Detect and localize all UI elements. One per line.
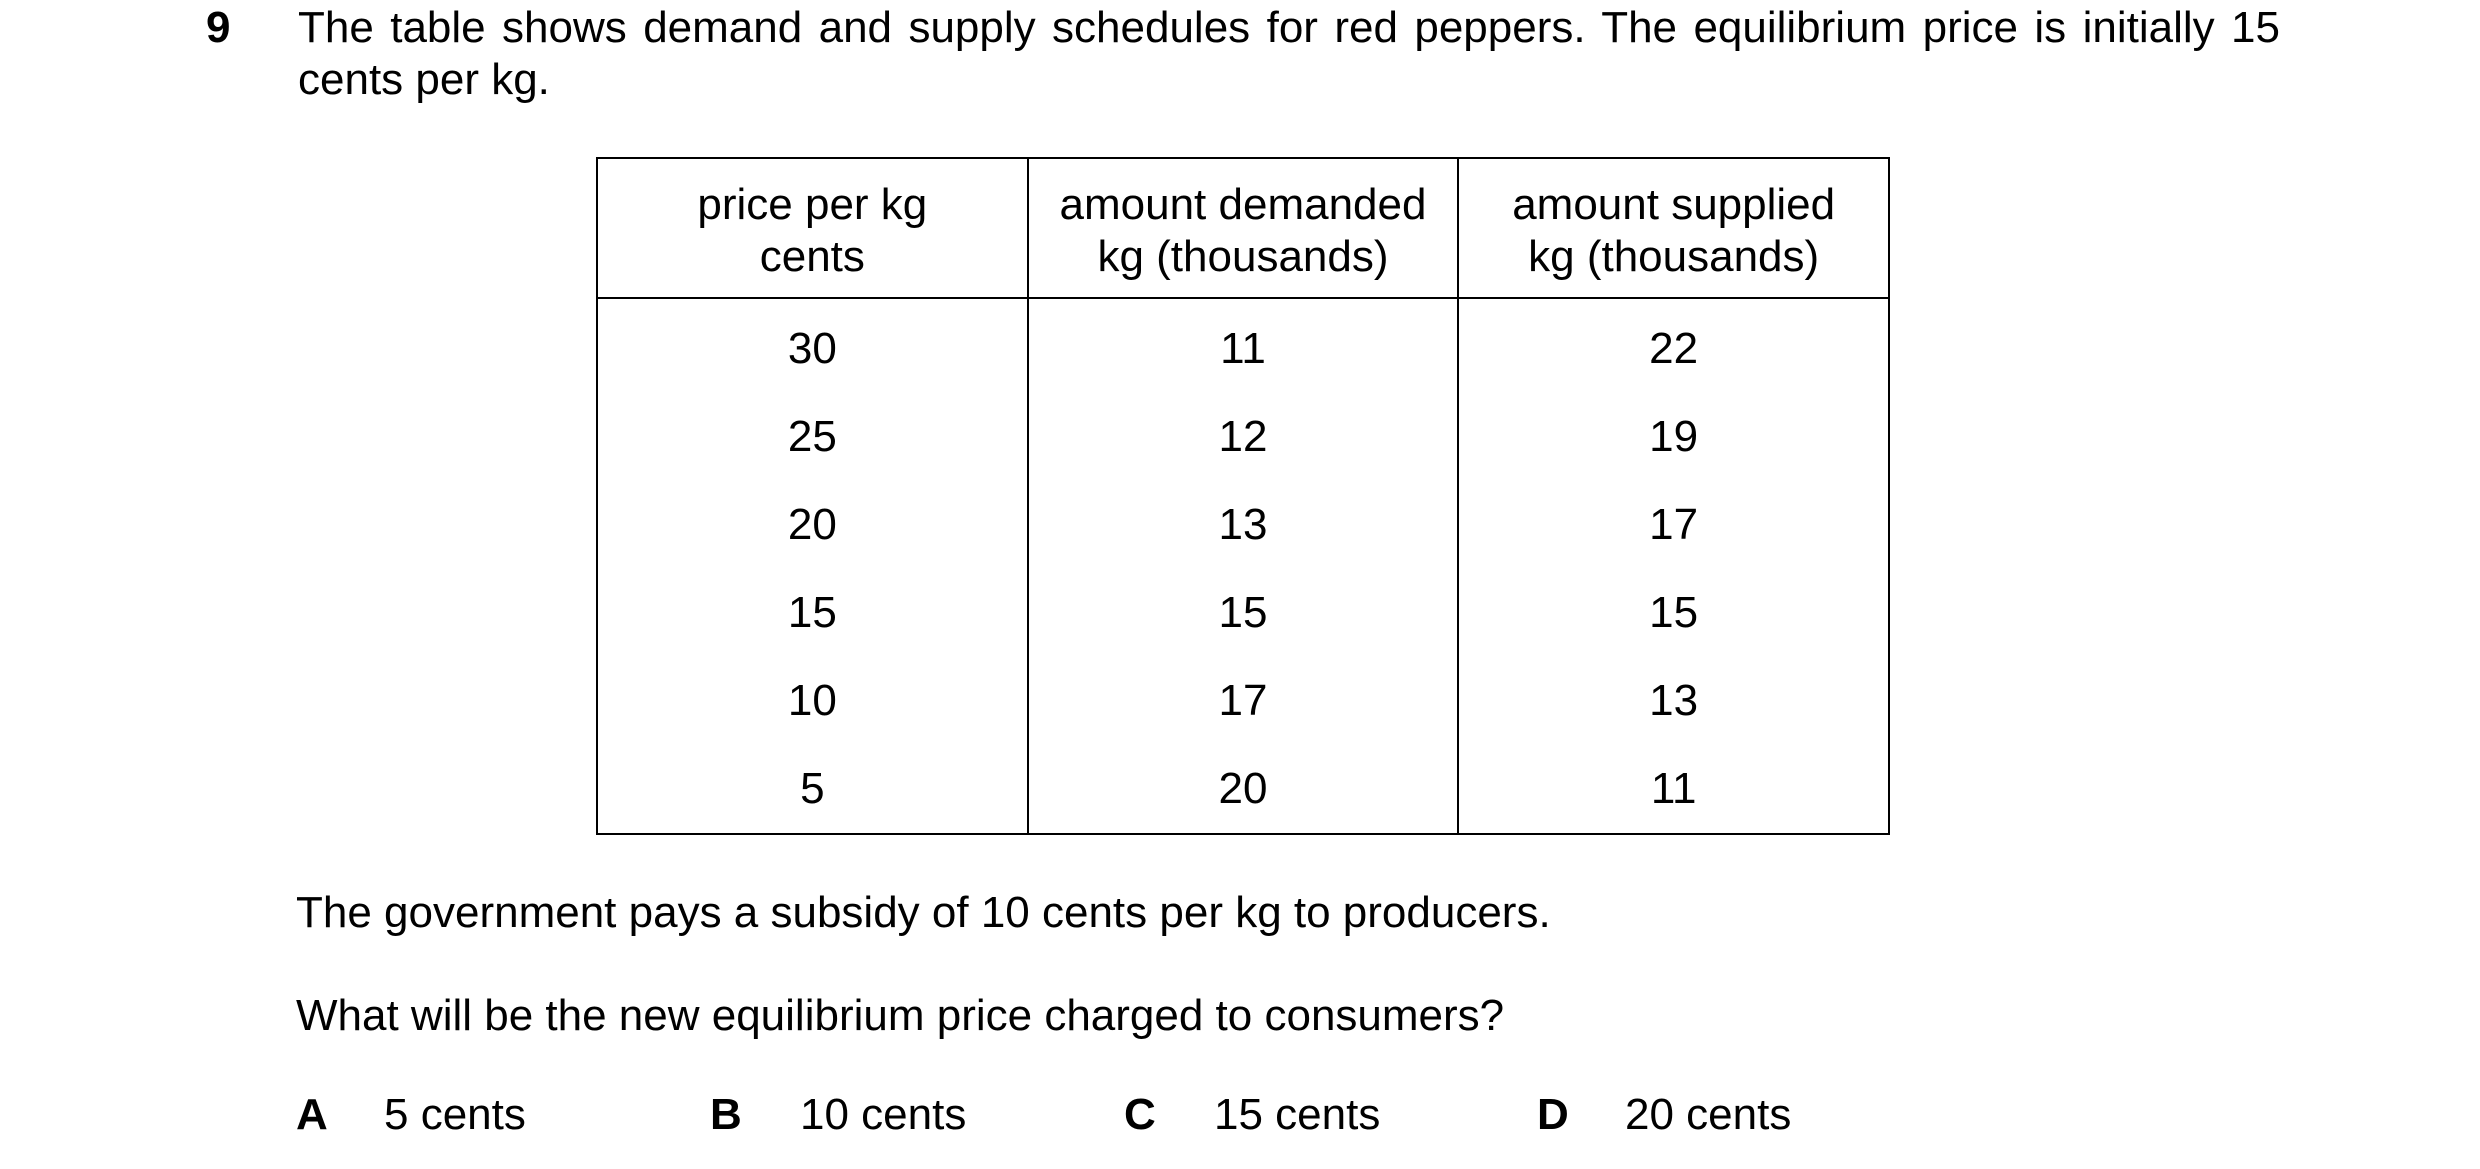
- cell-supplied: 19: [1458, 393, 1889, 481]
- header-line: kg (thousands): [1528, 232, 1820, 281]
- cell-demanded: 12: [1028, 393, 1459, 481]
- option-b-text: 10 cents: [800, 1090, 967, 1139]
- option-a-text: 5 cents: [384, 1090, 526, 1139]
- cell-demanded: 20: [1028, 745, 1459, 834]
- header-line: amount supplied: [1512, 180, 1836, 229]
- header-demanded: [1028, 158, 1459, 298]
- option-c-text: 15 cents: [1214, 1090, 1381, 1139]
- option-d-text: 20 cents: [1625, 1090, 1792, 1139]
- question-number: 9: [206, 3, 231, 52]
- option-c-letter: C: [1124, 1090, 1156, 1139]
- cell-supplied: 15: [1458, 569, 1889, 657]
- cell-supplied: 22: [1458, 298, 1889, 393]
- header-line: cents: [759, 232, 865, 281]
- cell-price: 15: [597, 569, 1028, 657]
- header-supplied: [1458, 158, 1889, 298]
- cell-supplied: 11: [1458, 745, 1889, 834]
- cell-supplied: 17: [1458, 481, 1889, 569]
- schedule-table: [596, 157, 1890, 835]
- header-price: [597, 158, 1028, 298]
- header-line: amount demanded: [1059, 180, 1427, 229]
- table-header-row: [597, 158, 1889, 298]
- table-row: [597, 569, 1889, 657]
- table-row: [597, 745, 1889, 834]
- cell-price: 30: [597, 298, 1028, 393]
- cell-demanded: 13: [1028, 481, 1459, 569]
- header-line: kg (thousands): [1097, 232, 1389, 281]
- cell-demanded: 17: [1028, 657, 1459, 745]
- table-row: [597, 481, 1889, 569]
- header-line: price per kg: [697, 180, 928, 229]
- question-stem: The table shows demand and supply schedules for red peppers. The equilibrium price is initially 15 cents per kg.: [298, 3, 2280, 104]
- cell-demanded: 15: [1028, 569, 1459, 657]
- cell-price: 10: [597, 657, 1028, 745]
- cell-supplied: 13: [1458, 657, 1889, 745]
- cell-demanded: 11: [1028, 298, 1459, 393]
- cell-price: 20: [597, 481, 1028, 569]
- cell-price: 25: [597, 393, 1028, 481]
- option-d-letter: D: [1537, 1090, 1569, 1139]
- option-a-letter: A: [296, 1090, 328, 1139]
- cell-price: 5: [597, 745, 1028, 834]
- option-b-letter: B: [710, 1090, 742, 1139]
- table-row: [597, 393, 1889, 481]
- question-prompt: What will be the new equilibrium price charged to consumers?: [296, 991, 1505, 1040]
- table-row: [597, 298, 1889, 393]
- table-row: [597, 657, 1889, 745]
- subsidy-statement: The government pays a subsidy of 10 cents per kg to producers.: [296, 888, 1551, 937]
